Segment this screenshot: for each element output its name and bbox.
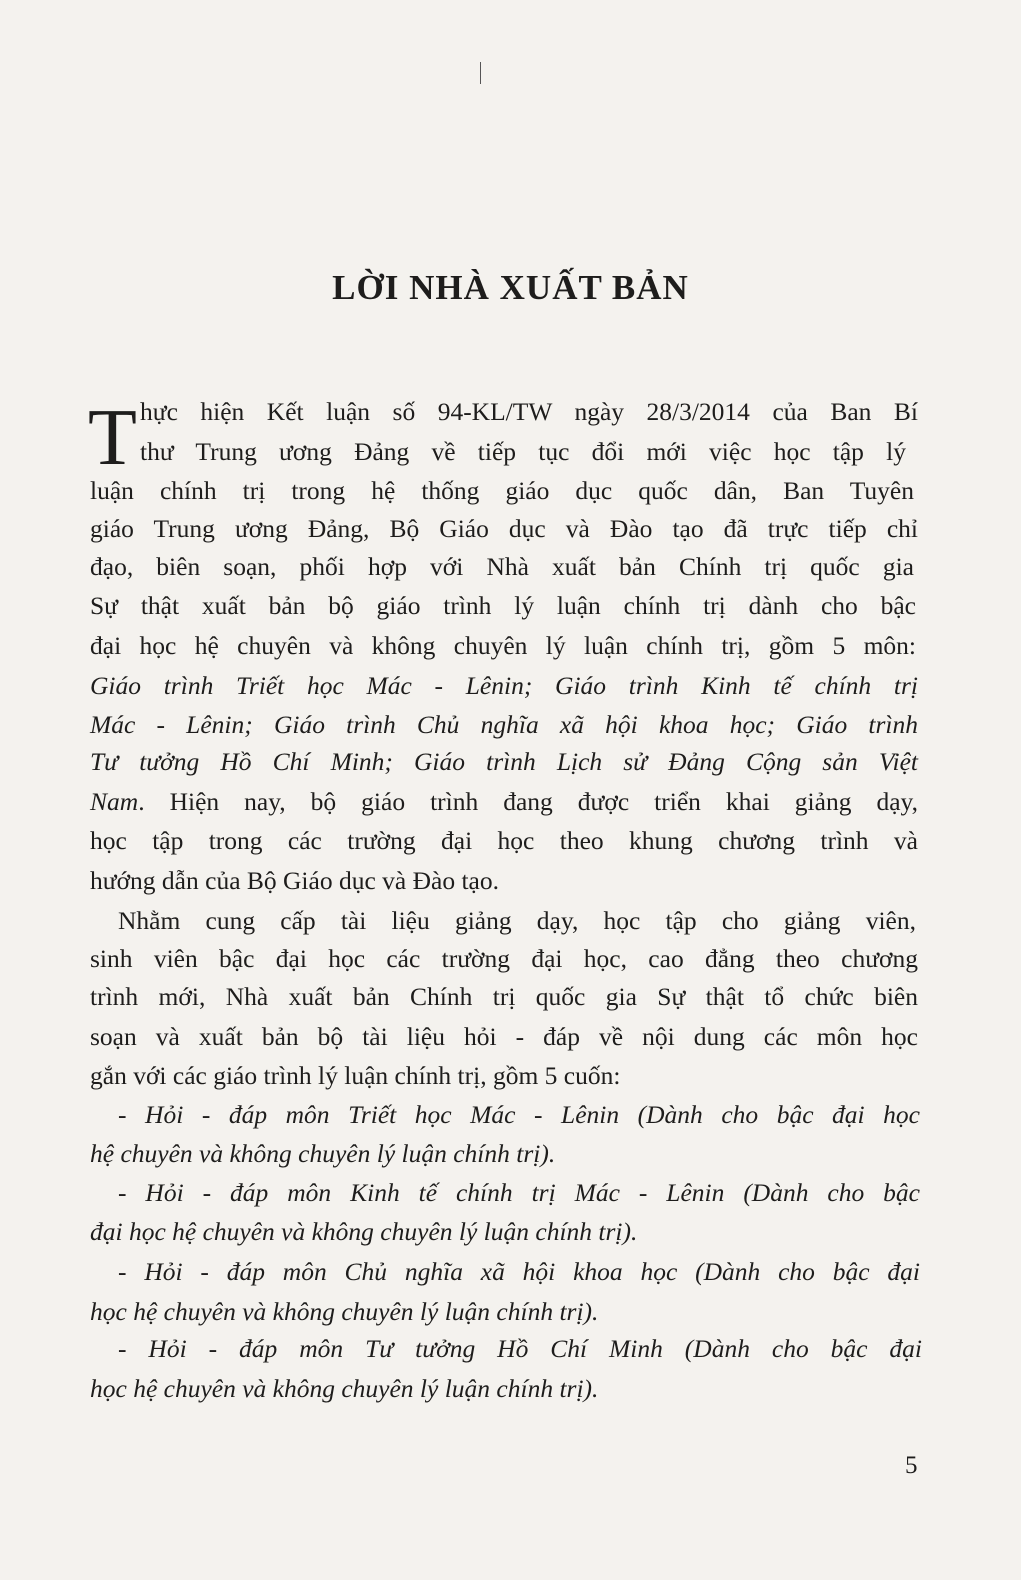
text-line: - Hỏi - đáp môn Kinh tế chính trị Mác - Lênin (Dành cho bậc (118, 1178, 920, 1207)
text-line: hướng dẫn của Bộ Giáo dục và Đào tạo. (90, 866, 499, 895)
text-line: sinh viên bậc đại học các trường đại học, cao đẳng theo chương (90, 944, 918, 973)
page-title: LỜI NHÀ XUẤT BẢN (332, 268, 689, 307)
text-line: đại học hệ chuyên và không chuyên lý luận chính trị). (90, 1217, 638, 1246)
text-line: học hệ chuyên và không chuyên lý luận chính trị). (90, 1374, 599, 1403)
scan-mark (480, 62, 481, 84)
text-line: - Hỏi - đáp môn Chủ nghĩa xã hội khoa học (Dành cho bậc đại (118, 1257, 920, 1286)
text-line: - Hỏi - đáp môn Tư tưởng Hồ Chí Minh (Dành cho bậc đại (118, 1334, 922, 1363)
text-line: luận chính trị trong hệ thống giáo dục quốc dân, Ban Tuyên (90, 476, 914, 505)
text-line: giáo Trung ương Đảng, Bộ Giáo dục và Đào tạo đã trực tiếp chỉ (90, 514, 918, 543)
text-italic: Nam (90, 787, 139, 816)
text-line: thư Trung ương Đảng về tiếp tục đổi mới việc học tập lý (140, 437, 906, 466)
text-line: hệ chuyên và không chuyên lý luận chính trị). (90, 1139, 556, 1168)
text-line: Giáo trình Triết học Mác - Lênin; Giáo trình Kinh tế chính trị (90, 671, 918, 700)
text-line: đại học hệ chuyên và không chuyên lý luận chính trị, gồm 5 môn: (90, 631, 916, 660)
text-run: . Hiện nay, bộ giáo trình đang được triển khai giảng dạy, (138, 787, 918, 816)
text-line: đạo, biên soạn, phối hợp với Nhà xuất bản Chính trị quốc gia (90, 552, 914, 581)
text-line: trình mới, Nhà xuất bản Chính trị quốc gia Sự thật tổ chức biên (90, 982, 918, 1011)
page-number: 5 (905, 1452, 918, 1479)
text-line: Sự thật xuất bản bộ giáo trình lý luận chính trị dành cho bậc (90, 591, 916, 620)
text-line: Nhằm cung cấp tài liệu giảng dạy, học tập cho giảng viên, (118, 906, 916, 935)
text-line: soạn và xuất bản bộ tài liệu hỏi - đáp về nội dung các môn học (90, 1022, 918, 1051)
text-line: Mác - Lênin; Giáo trình Chủ nghĩa xã hội khoa học; Giáo trình (90, 710, 918, 739)
text-line: học hệ chuyên và không chuyên lý luận chính trị). (90, 1297, 599, 1326)
text-line (90, 787, 918, 817)
text-line: - Hỏi - đáp môn Triết học Mác - Lênin (Dành cho bậc đại học (118, 1100, 920, 1129)
text-line: gắn với các giáo trình lý luận chính trị, gồm 5 cuốn: (90, 1061, 621, 1090)
drop-cap: T (88, 394, 137, 482)
text-line: hực hiện Kết luận số 94-KL/TW ngày 28/3/2014 của Ban Bí (140, 397, 918, 426)
text-line: Tư tưởng Hồ Chí Minh; Giáo trình Lịch sử Đảng Cộng sản Việt (90, 747, 918, 776)
text-line: học tập trong các trường đại học theo khung chương trình và (90, 826, 918, 855)
